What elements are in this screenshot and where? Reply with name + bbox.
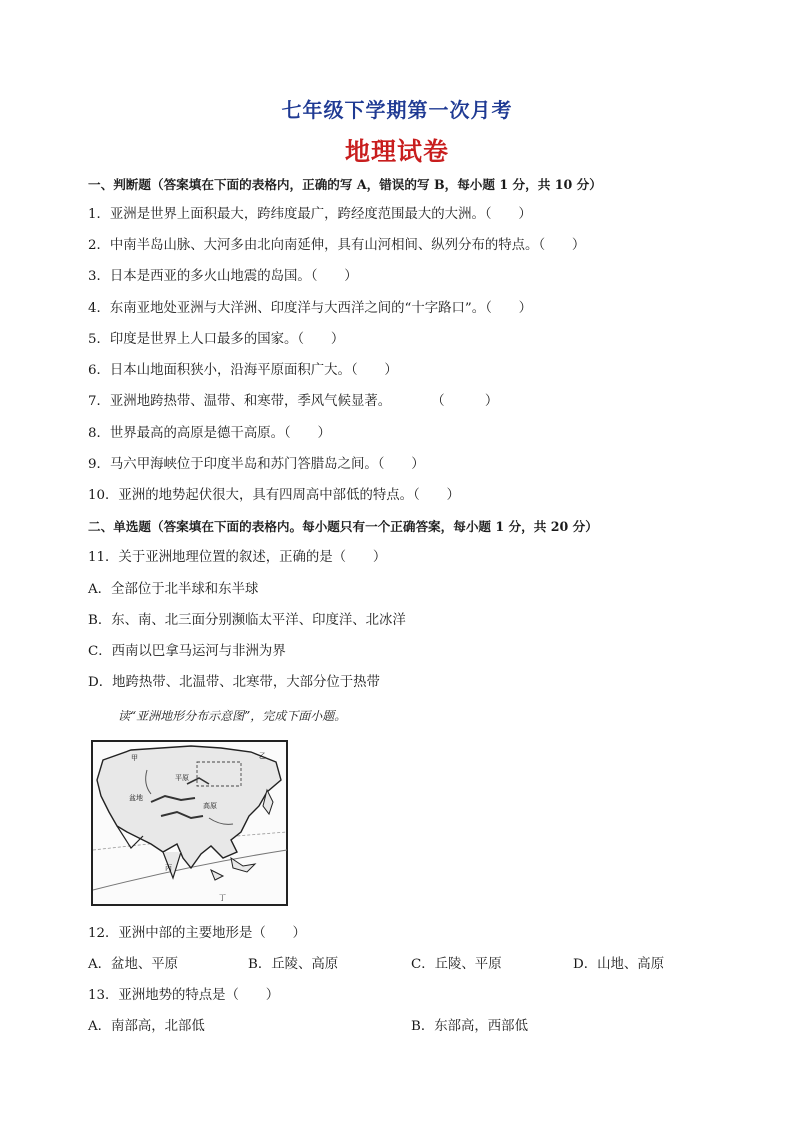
q11-option-d: D．地跨热带、北温带、北寒带，大部分位于热带	[88, 675, 380, 690]
section1-heading: 一、判断题（答案填在下面的表格内，正确的写 A，错误的写 B，每小题 1 分，共 10 分）	[88, 177, 602, 192]
q13-option-a: A．南部高，北部低	[88, 1019, 205, 1034]
q11-option-c: C．西南以巴拿马运河与非洲为界	[88, 644, 286, 659]
section2-heading: 二、单选题（答案填在下面的表格内。每小题只有一个正确答案，每小题 1 分，共 20 分）	[88, 519, 598, 534]
question-6: 6．日本山地面积狭小，沿海平原面积广大。（ ）	[88, 363, 398, 378]
q12-option-b: B．丘陵、高原	[248, 957, 339, 972]
question-10: 10．亚洲的地势起伏很大，具有四周高中部低的特点。（ ）	[88, 488, 460, 503]
question-2: 2．中南半岛山脉、大河多由北向南延伸，具有山河相间、纵列分布的特点。（ ）	[88, 238, 586, 253]
exam-subtitle: 地理试卷	[344, 137, 449, 166]
question-11: 11．关于亚洲地理位置的叙述，正确的是（ ）	[88, 550, 387, 565]
q12-option-c: C．丘陵、平原	[411, 957, 502, 972]
question-12: 12．亚洲中部的主要地形是（ ）	[88, 926, 306, 941]
question-13: 13．亚洲地势的特点是（ ）	[88, 988, 280, 1003]
question-9: 9．马六甲海峡位于印度半岛和苏门答腊岛之间。（ ）	[88, 457, 425, 472]
map-label-b: 乙	[259, 752, 266, 760]
map-label-basin: 盆地	[129, 794, 143, 802]
question-4: 4．东南亚地处亚洲与大洋洲、印度洋与大西洋之间的“十字路口”。（ ）	[88, 301, 533, 316]
map-label-plain: 平原	[175, 774, 189, 782]
q11-option-a: A．全部位于北半球和东半球	[88, 582, 259, 597]
map-label-d: 丁	[219, 894, 226, 902]
question-7: 7．亚洲地跨热带、温带、和寒带，季风气候显著。 （ ）	[88, 394, 499, 409]
question-8: 8．世界最高的高原是德干高原。（ ）	[88, 426, 331, 441]
q11-option-b: B．东、南、北三面分别濒临太平洋、印度洋、北冰洋	[88, 613, 406, 628]
question-5: 5．印度是世界上人口最多的国家。（ ）	[88, 332, 345, 347]
question-3: 3．日本是西亚的多火山地震的岛国。（ ）	[88, 269, 358, 284]
map-label-a: 甲	[131, 754, 138, 762]
q12-option-d: D．山地、高原	[573, 957, 665, 972]
map-instruction: 读“亚洲地形分布示意图”，完成下面小题。	[118, 709, 347, 723]
q12-option-a: A．盆地、平原	[88, 957, 179, 972]
q13-option-b: B．东部高，西部低	[411, 1019, 528, 1034]
map-label-plateau: 高原	[203, 802, 217, 810]
question-1: 1．亚洲是世界上面积最大，跨纬度最广，跨经度范围最大的大洲。（ ）	[88, 207, 532, 222]
asia-terrain-map	[91, 740, 288, 906]
exam-title: 七年级下学期第一次月考	[281, 98, 513, 122]
map-label-c: 丙	[165, 864, 172, 872]
